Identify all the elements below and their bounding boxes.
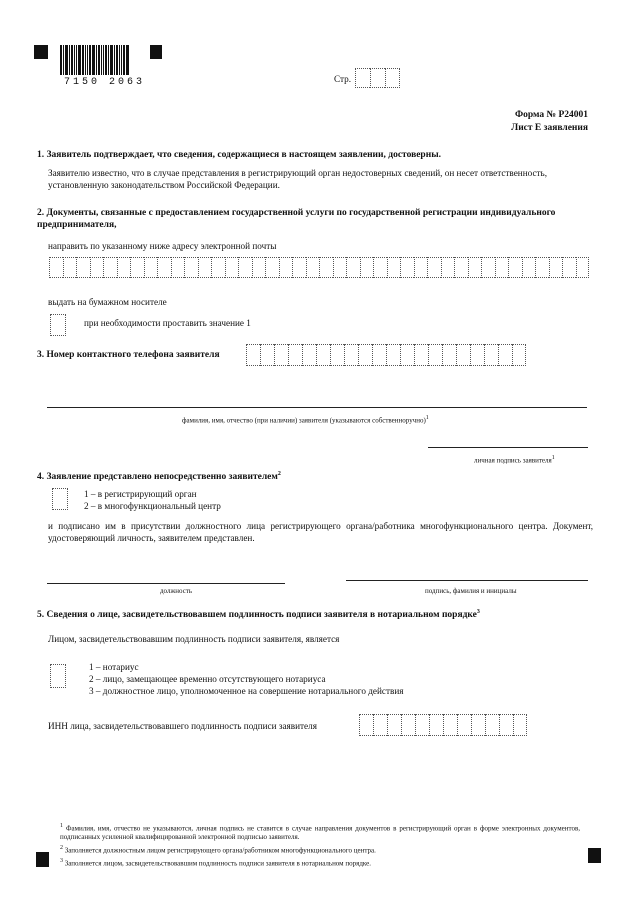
s5-option-1: 1 – нотариус	[89, 662, 139, 672]
submission-cell[interactable]	[52, 488, 68, 510]
section-3-title: 3. Номер контактного телефона заявителя	[37, 350, 220, 360]
sheet-title: Лист Е заявления	[511, 123, 588, 133]
notary-type-cell[interactable]	[50, 664, 66, 688]
footnote-2: $^2$ Заполняется должностным лицом регистрирующего органа/работником многофункционального центра.	[60, 845, 376, 855]
fio-caption: фамилия, имя, отчество (при наличии) заявителя (указываются собственноручно)$^1$	[182, 415, 429, 425]
corner-marker-top-right	[150, 45, 162, 59]
section-5-title: 5. Сведения о лице, засвидетельствовавшем подлинность подписи заявителя в нотариальном порядке$^3$	[37, 609, 480, 621]
page-label: Стр.	[334, 74, 352, 84]
paper-label: выдать на бумажном носителе	[48, 297, 167, 307]
footnote-3: $^3$ Заполняется лицом, засвидетельствовавшим подлинность подписи заявителя в нотариальном порядке.	[60, 858, 371, 868]
form-number: Форма № Р24001	[514, 110, 588, 120]
signature-caption: личная подпись заявителя$^1$	[474, 455, 555, 465]
section-5-intro: Лицом, засвидетельствовавшим подлинность подписи заявителя, является	[48, 634, 340, 644]
section-4-text: и подписано им в присутствии должностного лица регистрирующего органа/работника многофункционального центра. Документ, удостоверяющий личность, заявителем представлен.	[48, 521, 593, 543]
paper-hint: при необходимости проставить значение 1	[84, 318, 251, 328]
section-2-title: 2. Документы, связанные с предоставлением государственной услуги по государственной регистрации индивидуального предпринимателя,	[37, 208, 556, 230]
s5-option-2: 2 – лицо, замещающее временно отсутствующего нотариуса	[89, 674, 326, 684]
inn-cells[interactable]	[359, 714, 527, 736]
email-cells[interactable]	[49, 257, 589, 278]
official-sign-caption: подпись, фамилия и инициалы	[425, 587, 517, 595]
fio-line[interactable]	[47, 407, 587, 408]
phone-cells[interactable]	[246, 344, 526, 366]
barcode-number: 7150 2063	[64, 77, 146, 88]
official-sign-line[interactable]	[346, 580, 588, 581]
paper-checkbox-cell[interactable]	[50, 314, 66, 336]
s4-option-1: 1 – в регистрирующий орган	[84, 489, 197, 499]
section-1-title: 1. Заявитель подтверждает, что сведения, содержащиеся в настоящем заявлении, достоверны.	[37, 150, 441, 160]
position-line[interactable]	[47, 583, 285, 584]
section-4-title: 4. Заявление представлено непосредственно заявителем$^2$	[37, 471, 281, 483]
corner-marker-top-left	[34, 45, 48, 59]
section-1-text: Заявителю известно, что в случае представления в регистрирующий орган недостоверных сведений, он несет ответственность, установленную законодательством Российской Федерации.	[48, 168, 548, 190]
corner-marker-bottom-left	[36, 852, 49, 867]
inn-label: ИНН лица, засвидетельствовавшего подлинность подписи заявителя	[48, 721, 317, 731]
email-label: направить по указанному ниже адресу электронной почты	[48, 241, 277, 251]
footnote-1: $^1$ Фамилия, имя, отчество не указываются, личная подпись не ставится в случае направления документов в регистрирующий орган в форме электронных документов, подписанных усиленной квалифицированной электронной подписью заявителя.	[60, 823, 581, 842]
signature-line[interactable]	[428, 447, 588, 448]
page-number-cells[interactable]	[355, 68, 400, 88]
corner-marker-bottom-right	[588, 848, 601, 863]
barcode	[60, 45, 130, 75]
position-caption: должность	[160, 587, 193, 595]
s4-option-2: 2 – в многофункциональный центр	[84, 501, 221, 511]
s5-option-3: 3 – должностное лицо, уполномоченное на совершение нотариального действия	[89, 686, 404, 696]
